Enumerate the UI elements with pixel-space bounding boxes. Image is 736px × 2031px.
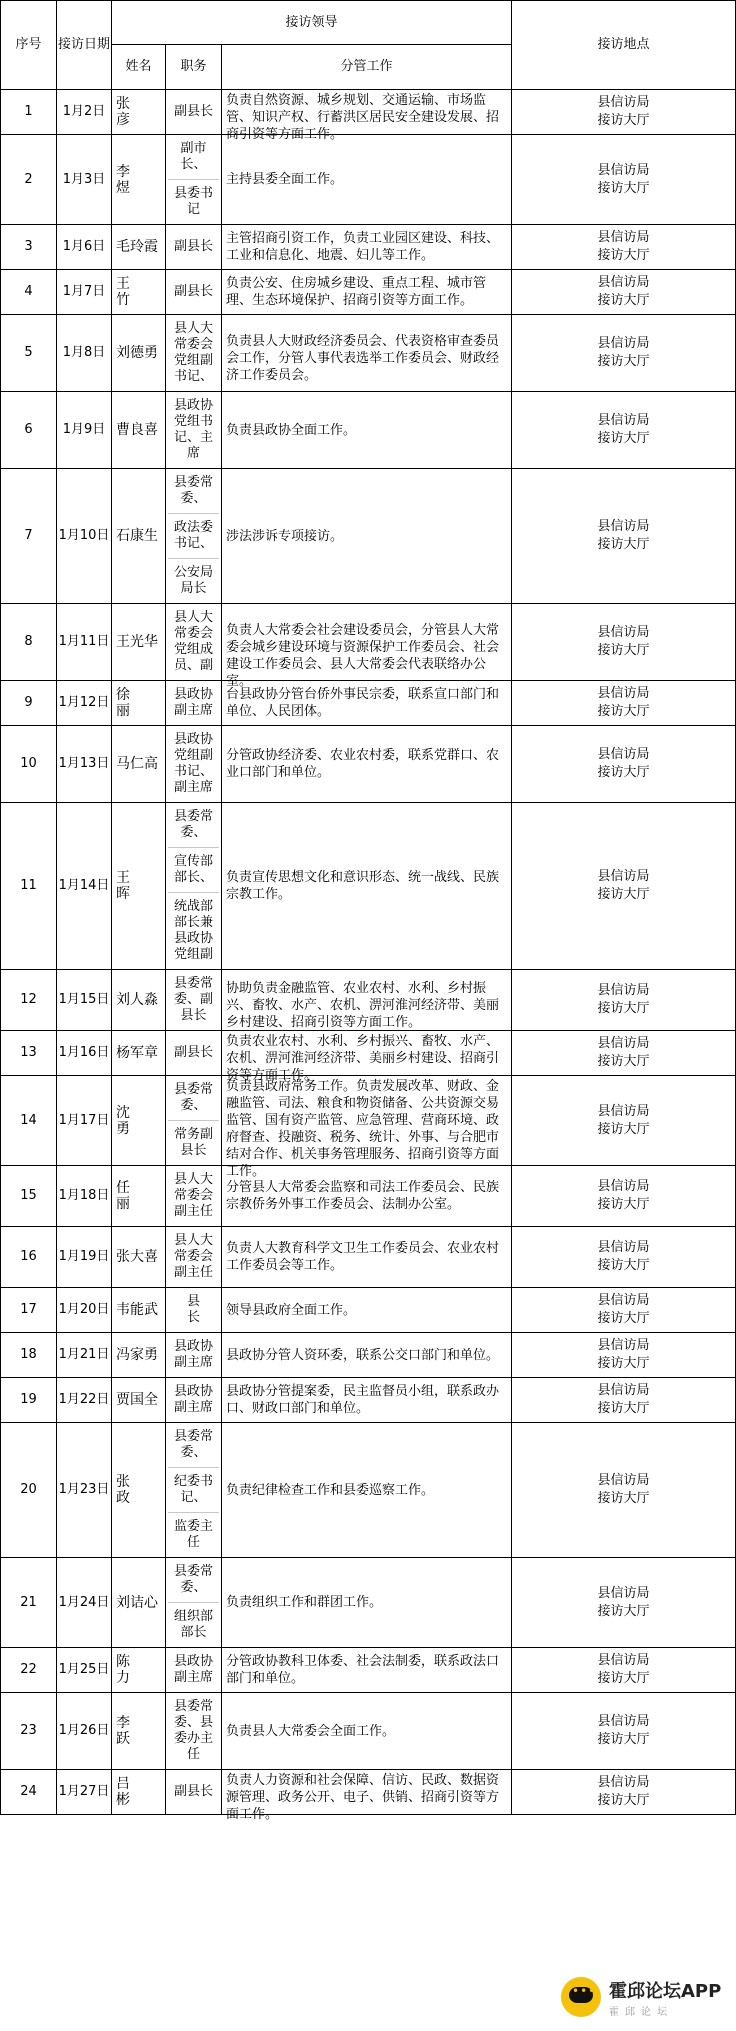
chat-bubble-icon <box>561 1977 601 2017</box>
duty-text: 负责宣传思想文化和意识形态、统一战线、民族宗教工作。 <box>226 870 500 902</box>
duty-text: 县政协分管人资环委，联系公交口部门和单位。 <box>226 1347 500 1363</box>
position-line: 公安局局长 <box>168 558 219 603</box>
row-date: 1月18日 <box>57 1166 112 1227</box>
row-place <box>512 1378 736 1423</box>
row-duty <box>222 1031 512 1083</box>
duty-text: 负责人大教育科学文卫生工作委员会、农业农村工作委员会等工作。 <box>226 1241 500 1273</box>
row-place <box>512 315 736 392</box>
place-line-1: 县信访局 <box>597 519 650 534</box>
place-line-2: 接访大厅 <box>597 354 650 369</box>
row-position <box>166 726 222 803</box>
place-line-1: 县信访局 <box>597 1473 650 1488</box>
row-place <box>512 970 736 1031</box>
row-duty <box>222 1648 512 1693</box>
place-line-1: 县信访局 <box>597 1293 650 1308</box>
row-date: 1月13日 <box>57 726 112 803</box>
position-line: 县政协副主席 <box>173 1339 213 1370</box>
position-line: 县人大常委会副主任 <box>173 1233 213 1280</box>
duty-text: 负责县政府常务工作。负责发展改革、财政、金融监管、司法、粮食和物资储备、公共资源交易监管、国有资产监管、应急管理、营商环境、政府督查、投融资、税务、统计、外事、与合肥市结对合作、机关事务管理服务、招商引资等方面工作。 <box>226 1079 500 1179</box>
row-position <box>166 90 222 135</box>
row-date: 1月21日 <box>57 1333 112 1378</box>
row-place <box>512 469 736 604</box>
header-row-top <box>1 1 736 45</box>
table-row <box>1 1166 736 1227</box>
place-line-1: 县信访局 <box>597 1338 650 1353</box>
position-line: 统战部部长兼县政协党组副 <box>168 892 219 969</box>
place-line-2: 接访大厅 <box>597 1054 650 1069</box>
place-line-1: 县信访局 <box>597 336 650 351</box>
duty-text: 负责县政协全面工作。 <box>226 422 357 438</box>
table-row <box>1 1423 736 1558</box>
row-place <box>512 90 736 135</box>
place-line-1: 县信访局 <box>597 95 650 110</box>
duty-text: 领导县政府全面工作。 <box>226 1302 357 1318</box>
row-duty <box>222 1423 512 1558</box>
row-date: 1月25日 <box>57 1648 112 1693</box>
row-duty <box>222 726 512 803</box>
row-name: 张 政 <box>112 1423 166 1558</box>
row-place <box>512 1770 736 1815</box>
row-place <box>512 681 736 726</box>
row-position <box>166 1693 222 1770</box>
duty-text: 分管政协经济委、农业农村委，联系党群口、农业口部门和单位。 <box>226 748 500 780</box>
place-line-2: 接访大厅 <box>597 643 650 658</box>
place-line-2: 接访大厅 <box>597 1121 650 1137</box>
row-place <box>512 1166 736 1227</box>
row-name: 任 丽 <box>112 1166 166 1227</box>
row-name: 冯家勇 <box>112 1333 166 1378</box>
duty-text: 分管政协教科卫体委、社会法制委，联系政法口部门和单位。 <box>226 1654 500 1686</box>
place-line-1: 县信访局 <box>597 162 650 178</box>
row-name: 陈 力 <box>112 1648 166 1693</box>
row-name: 杨军章 <box>112 1031 166 1076</box>
row-seq: 5 <box>1 315 57 392</box>
row-name: 张大喜 <box>112 1227 166 1288</box>
place-line-1: 县信访局 <box>597 1103 650 1119</box>
duty-text: 协助负责金融监管、农业农村、水利、乡村振兴、畜牧、水产、农机、淠河淮河经济带、美丽乡村建设、招商引资等方面工作。 <box>226 980 500 1030</box>
duty-text: 负责纪律检查工作和县委巡察工作。 <box>226 1482 435 1498</box>
row-position <box>166 1031 222 1076</box>
row-seq: 6 <box>1 392 57 469</box>
row-duty <box>222 392 512 469</box>
row-place <box>512 803 736 970</box>
place-line-2: 接访大厅 <box>597 1356 650 1371</box>
duty-text: 负责人大常委会社会建设委员会，分管县人大常委会城乡建设环境与资源保护工作委员会、社会建设工作委员会、县人大常委会代表联络办公室。 <box>226 622 500 689</box>
place-line-2: 接访大厅 <box>597 1197 650 1212</box>
position-line: 宣传部部长、 <box>168 847 219 892</box>
place-line-2: 接访大厅 <box>597 704 650 719</box>
table-row <box>1 803 736 970</box>
row-name: 刘德勇 <box>112 315 166 392</box>
duty-text: 负责自然资源、城乡规划、交通运输、市场监管、知识产权、行蓄洪区居民安全建设发展、招商引资等方面工作。 <box>226 92 500 142</box>
row-position <box>166 469 222 604</box>
row-duty <box>222 970 512 1031</box>
place-line-2: 接访大厅 <box>597 1793 650 1808</box>
place-line-2: 接访大厅 <box>597 248 650 263</box>
row-name: 王 晖 <box>112 803 166 970</box>
duty-text: 分管县人大常委会监察和司法工作委员会、民族宗教侨务外事工作委员会、法制办公室。 <box>226 1180 500 1212</box>
position-line: 副县长 <box>173 239 213 254</box>
row-seq: 23 <box>1 1693 57 1770</box>
watermark-title: 霍邱论坛APP <box>609 1980 722 2002</box>
place-line-1: 县信访局 <box>597 1653 650 1668</box>
position-line: 县人大常委会副主任 <box>173 1172 213 1219</box>
position-line: 县人大常委会党组副书记、 <box>173 321 213 384</box>
row-place <box>512 270 736 315</box>
place-line-2: 接访大厅 <box>597 1732 650 1747</box>
row-seq: 18 <box>1 1333 57 1378</box>
position-line: 县委常委、 <box>173 1082 213 1113</box>
row-date: 1月22日 <box>57 1378 112 1423</box>
row-duty <box>222 604 512 689</box>
row-duty <box>222 1288 512 1333</box>
row-date: 1月16日 <box>57 1031 112 1076</box>
position-line: 县委常委、 <box>173 1429 213 1460</box>
row-duty <box>222 1333 512 1378</box>
row-position <box>166 135 222 225</box>
duty-text: 涉法涉诉专项接访。 <box>226 528 344 544</box>
table-row <box>1 1693 736 1770</box>
place-line-1: 县信访局 <box>597 869 650 884</box>
header-duty: 分管工作 <box>222 45 512 90</box>
duty-text: 主持县委全面工作。 <box>226 172 344 187</box>
place-line-2: 接访大厅 <box>597 1311 650 1326</box>
row-position <box>166 681 222 726</box>
row-date: 1月7日 <box>57 270 112 315</box>
duty-text: 负责县人大财政经济委员会、代表资格审查委员会工作，分管人事代表选举工作委员会、财政经济工作委员会。 <box>226 333 500 383</box>
row-name: 贾国全 <box>112 1378 166 1423</box>
place-line-1: 县信访局 <box>597 1179 650 1194</box>
row-seq: 7 <box>1 469 57 604</box>
place-line-2: 接访大厅 <box>597 431 650 446</box>
duty-text: 县政协分管提案委，民主监督员小组，联系政办口、财政口部门和单位。 <box>226 1384 500 1416</box>
row-seq: 24 <box>1 1770 57 1815</box>
place-line-2: 接访大厅 <box>597 1671 650 1686</box>
place-line-2: 接访大厅 <box>597 1001 650 1016</box>
position-line: 县 长 <box>186 1294 227 1325</box>
position-line: 县委常委、县委办主任 <box>173 1699 213 1762</box>
header-leader-group: 接访领导 <box>112 1 512 45</box>
row-date: 1月20日 <box>57 1288 112 1333</box>
row-seq: 16 <box>1 1227 57 1288</box>
position-line: 组织部部长 <box>168 1602 219 1647</box>
row-date: 1月8日 <box>57 315 112 392</box>
place-line-2: 接访大厅 <box>597 1401 650 1416</box>
row-date: 1月2日 <box>57 90 112 135</box>
place-line-1: 县信访局 <box>597 1240 650 1255</box>
row-place <box>512 1031 736 1076</box>
row-position <box>166 1227 222 1288</box>
table-row <box>1 681 736 726</box>
row-duty <box>222 1558 512 1648</box>
row-name: 韦能武 <box>112 1288 166 1333</box>
row-duty <box>222 90 512 142</box>
row-name: 刘人淼 <box>112 970 166 1031</box>
row-place <box>512 1333 736 1378</box>
row-duty <box>222 270 512 315</box>
row-place <box>512 135 736 225</box>
table-row <box>1 469 736 604</box>
row-seq: 22 <box>1 1648 57 1693</box>
row-name: 石康生 <box>112 469 166 604</box>
table-row <box>1 1227 736 1288</box>
place-line-1: 县信访局 <box>597 1036 650 1051</box>
row-duty <box>222 1227 512 1288</box>
row-position <box>166 1648 222 1693</box>
table-row <box>1 1770 736 1815</box>
row-name: 刘诘心 <box>112 1558 166 1648</box>
position-line: 县政协副主席 <box>173 1384 213 1415</box>
table-row <box>1 315 736 392</box>
position-line: 县委常委、副县长 <box>173 976 213 1023</box>
row-name: 沈 勇 <box>112 1076 166 1166</box>
table-row <box>1 1378 736 1423</box>
duty-text: 负责人力资源和社会保障、信访、民政、数据资源管理、政务公开、电子、供销、招商引资等方面工作。 <box>226 1772 500 1822</box>
row-position <box>166 1558 222 1648</box>
row-name: 毛玲霞 <box>112 225 166 270</box>
row-seq: 12 <box>1 970 57 1031</box>
row-name: 吕 彬 <box>112 1770 166 1815</box>
table-row <box>1 392 736 469</box>
row-date: 1月23日 <box>57 1423 112 1558</box>
place-line-2: 接访大厅 <box>597 293 650 308</box>
place-line-1: 县信访局 <box>597 1714 650 1729</box>
table-row <box>1 970 736 1031</box>
table-row <box>1 1558 736 1648</box>
row-date: 1月12日 <box>57 681 112 726</box>
header-name: 姓名 <box>112 45 166 90</box>
row-date: 1月10日 <box>57 469 112 604</box>
row-date: 1月6日 <box>57 225 112 270</box>
place-line-1: 县信访局 <box>597 413 650 428</box>
row-seq: 17 <box>1 1288 57 1333</box>
place-line-2: 接访大厅 <box>597 887 650 902</box>
position-line: 副县长 <box>173 284 213 299</box>
row-duty <box>222 1076 512 1179</box>
row-duty <box>222 225 512 270</box>
forum-watermark <box>555 1966 735 2028</box>
position-line: 县政协党组副书记、副主席 <box>173 732 213 795</box>
row-position <box>166 270 222 315</box>
row-date: 1月27日 <box>57 1770 112 1815</box>
row-name: 王 竹 <box>112 270 166 315</box>
row-duty <box>222 1770 512 1822</box>
row-duty <box>222 315 512 392</box>
row-seq: 3 <box>1 225 57 270</box>
duty-text: 负责组织工作和群团工作。 <box>226 1595 383 1610</box>
duty-text: 负责公安、住房城乡建设、重点工程、城市管理、生态环境保护、招商引资等方面工作。 <box>226 276 487 308</box>
row-date: 1月9日 <box>57 392 112 469</box>
row-position <box>166 1166 222 1227</box>
row-position <box>166 803 222 970</box>
row-place <box>512 392 736 469</box>
row-place <box>512 726 736 803</box>
position-line: 副市长、 <box>180 141 207 172</box>
row-date: 1月26日 <box>57 1693 112 1770</box>
position-line: 县委常委、 <box>173 809 213 840</box>
place-line-1: 县信访局 <box>597 1775 650 1790</box>
row-name: 徐 丽 <box>112 681 166 726</box>
header-seq: 序号 <box>1 1 57 90</box>
row-date: 1月3日 <box>57 135 112 225</box>
row-name: 王光华 <box>112 604 166 681</box>
row-place <box>512 1558 736 1648</box>
place-line-2: 接访大厅 <box>597 1258 650 1273</box>
row-place <box>512 1227 736 1288</box>
row-position <box>166 1423 222 1558</box>
row-position <box>166 1076 222 1166</box>
row-position <box>166 970 222 1031</box>
position-line: 县委书记 <box>168 179 219 224</box>
place-line-1: 县信访局 <box>597 1383 650 1398</box>
place-line-2: 接访大厅 <box>597 180 650 196</box>
place-line-1: 县信访局 <box>597 230 650 245</box>
row-seq: 13 <box>1 1031 57 1076</box>
row-position <box>166 392 222 469</box>
header-position: 职务 <box>166 45 222 90</box>
table-row <box>1 135 736 225</box>
place-line-1: 县信访局 <box>597 625 650 640</box>
row-position <box>166 1288 227 1333</box>
row-seq: 8 <box>1 604 57 681</box>
row-duty <box>222 135 512 225</box>
position-line: 县委常委、 <box>173 1564 213 1595</box>
row-position <box>166 315 222 392</box>
position-line: 监委主任 <box>168 1512 219 1557</box>
row-seq: 15 <box>1 1166 57 1227</box>
table-row <box>1 1333 736 1378</box>
row-place <box>512 1076 736 1166</box>
row-name: 马仁高 <box>112 726 166 803</box>
row-place <box>512 1693 736 1770</box>
position-line: 县人大常委会党组成员、副 <box>173 610 213 673</box>
row-duty <box>222 1693 512 1770</box>
row-date: 1月11日 <box>57 604 112 681</box>
table-row <box>1 1031 736 1076</box>
header-date: 接访日期 <box>57 1 112 90</box>
table-row <box>1 90 736 135</box>
row-duty <box>222 803 512 970</box>
duty-text: 负责县人大常委会全面工作。 <box>226 1723 396 1739</box>
watermark-subtitle: 霍邱论坛 <box>609 2006 673 2018</box>
row-position <box>166 1333 222 1378</box>
place-line-2: 接访大厅 <box>597 1603 650 1619</box>
row-place <box>512 1288 736 1333</box>
table-row <box>1 1076 736 1166</box>
position-line: 县委常委、 <box>173 475 213 506</box>
row-seq: 11 <box>1 803 57 970</box>
place-line-2: 接访大厅 <box>597 537 650 552</box>
row-date: 1月15日 <box>57 970 112 1031</box>
row-position <box>166 1378 222 1423</box>
duty-text: 主管招商引资工作，负责工业园区建设、科技、工业和信息化、地震、妇儿等工作。 <box>226 231 500 263</box>
position-line: 纪委书记、 <box>168 1467 219 1512</box>
row-seq: 1 <box>1 90 57 135</box>
row-name: 李 跃 <box>112 1693 166 1770</box>
table-row <box>1 726 736 803</box>
row-duty <box>222 681 512 726</box>
place-line-1: 县信访局 <box>597 747 650 762</box>
position-line: 常务副县长 <box>168 1120 219 1165</box>
row-seq: 20 <box>1 1423 57 1558</box>
row-date: 1月14日 <box>57 803 112 970</box>
place-line-1: 县信访局 <box>597 686 650 701</box>
place-line-2: 接访大厅 <box>597 765 650 780</box>
place-line-2: 接访大厅 <box>597 113 650 128</box>
schedule-body <box>1 90 736 1822</box>
row-name: 曹良喜 <box>112 392 166 469</box>
row-name: 李 煜 <box>112 135 166 225</box>
row-seq: 10 <box>1 726 57 803</box>
row-seq: 4 <box>1 270 57 315</box>
row-date: 1月17日 <box>57 1076 112 1166</box>
row-duty <box>222 469 512 604</box>
table-row <box>1 270 736 315</box>
duty-text: 台县政协分管台侨外事民宗委，联系宣口部门和单位、人民团体。 <box>226 687 500 719</box>
row-duty <box>222 1378 512 1423</box>
duty-text: 负责农业农村、水利、乡村振兴、畜牧、水产、农机、淠河淮河经济带、美丽乡村建设、招商引资等方面工作。 <box>226 1033 500 1083</box>
table-row <box>1 1288 736 1333</box>
place-line-1: 县信访局 <box>597 1585 650 1601</box>
table-row <box>1 225 736 270</box>
table-row <box>1 1648 736 1693</box>
position-line: 政法委书记、 <box>168 513 219 558</box>
position-line: 副县长 <box>173 1045 213 1060</box>
row-seq: 2 <box>1 135 57 225</box>
position-line: 副县长 <box>173 1784 213 1799</box>
table-row <box>1 604 736 681</box>
place-line-1: 县信访局 <box>597 275 650 290</box>
place-line-1: 县信访局 <box>597 983 650 998</box>
row-position <box>166 604 222 681</box>
row-date: 1月24日 <box>57 1558 112 1648</box>
position-line: 县政协副主席 <box>173 687 213 718</box>
row-place <box>512 225 736 270</box>
row-seq: 21 <box>1 1558 57 1648</box>
position-line: 副县长 <box>173 104 213 119</box>
row-position <box>166 1770 222 1815</box>
row-date: 1月19日 <box>57 1227 112 1288</box>
position-line: 县政协副主席 <box>173 1654 213 1685</box>
header-place: 接访地点 <box>512 1 736 90</box>
place-line-2: 接访大厅 <box>597 1491 650 1506</box>
row-name: 张 彦 <box>112 90 166 135</box>
row-place <box>512 1423 736 1558</box>
row-place <box>512 604 736 681</box>
row-position <box>166 225 222 270</box>
row-place <box>512 1648 736 1693</box>
row-seq: 9 <box>1 681 57 726</box>
position-line: 县政协党组书记、主席 <box>173 398 213 461</box>
row-seq: 14 <box>1 1076 57 1166</box>
row-seq: 19 <box>1 1378 57 1423</box>
